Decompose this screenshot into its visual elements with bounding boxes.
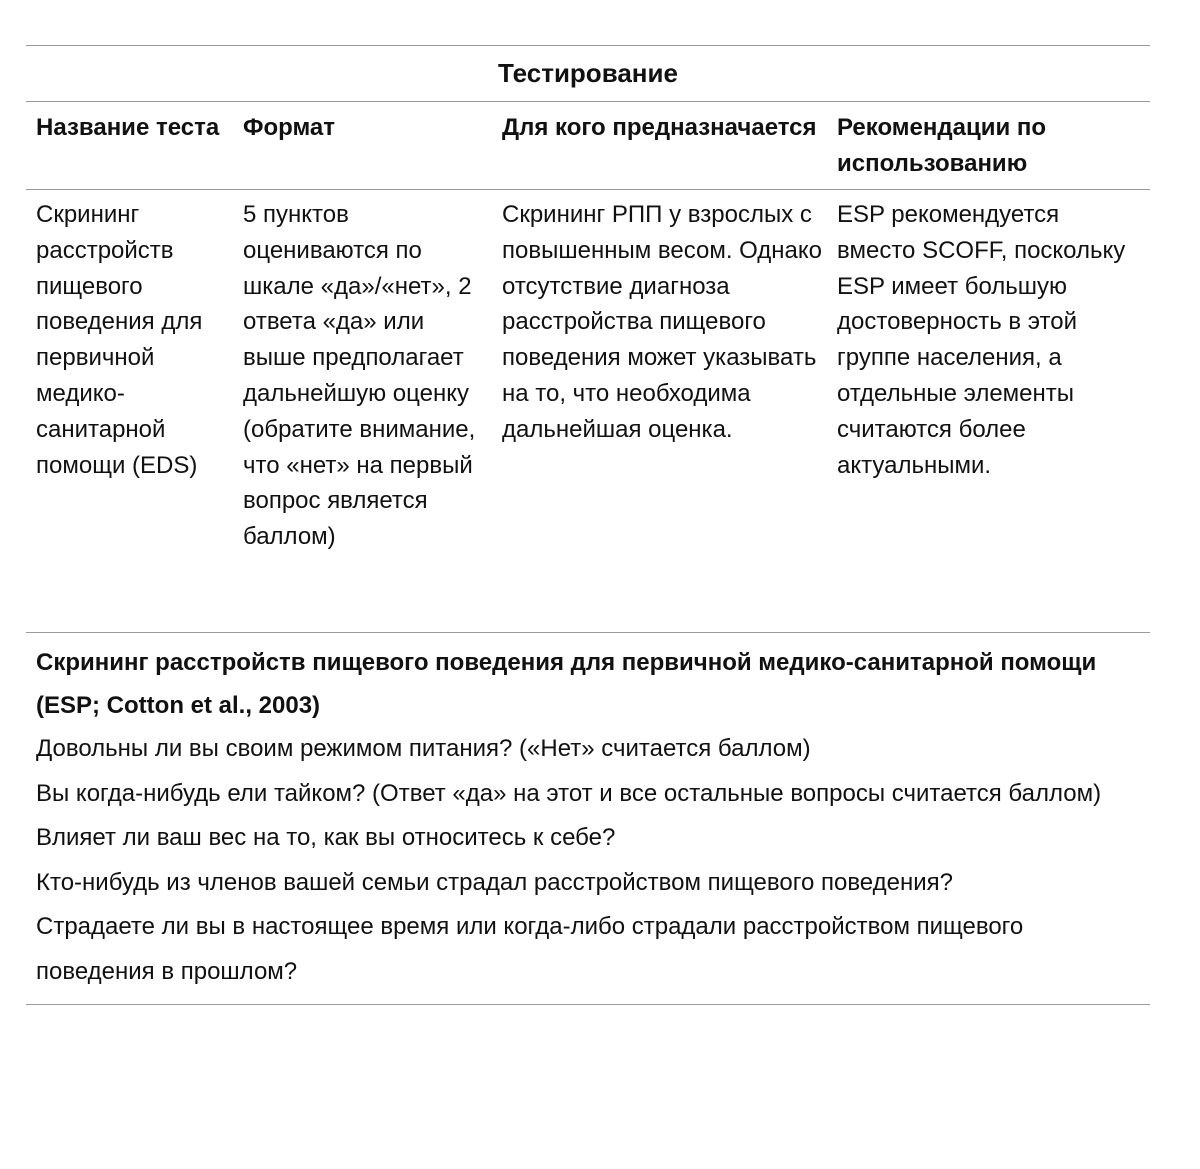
esp-question: Влияет ли ваш вес на то, как вы относитесь к себе?: [36, 824, 616, 851]
esp-question: Довольны ли вы своим режимом питания? («Нет» считается баллом): [36, 735, 811, 762]
header-test-name: Название теста: [36, 114, 220, 141]
table-title: Тестирование: [498, 58, 678, 88]
cell-audience: Скрининг РПП у взрослых с повышенным весом. Однако отсутствие диагноза расстройства пищевого поведения может указывать на то, что необходима дальнейшая оценка.: [502, 201, 823, 443]
esp-question: Вы когда-нибудь ели тайком? (Ответ «да» на этот и все остальные вопросы считается баллом): [36, 779, 1102, 807]
header-format: Формат: [243, 114, 336, 141]
header-audience: Для кого предназначается: [502, 114, 817, 141]
table-row: [26, 190, 1150, 632]
cell-test-name: Скрининг расстройств пищевого поведения для первичной медико-санитарной помощи (EDS): [36, 201, 203, 479]
esp-questionnaire: [26, 633, 1150, 1004]
cell-recommendations: ESP рекомендуется вместо SCOFF, поскольку ESP имеет большую достоверность в этой группе населения, а отдельные элементы считаются более актуальными.: [837, 201, 1126, 479]
screening-table: [26, 45, 1150, 1005]
esp-title: Скрининг расстройств пищевого поведения для первичной медико-санитарной помощи (ESP; Cotton et al., 2003): [36, 649, 1097, 719]
bottom-rule: [26, 1004, 1150, 1005]
cell-format: 5 пунктов оцениваются по шкале «да»/«нет», 2 ответа «да» или выше предполагает дальнейшую оценку (обратите внимание, что «нет» на первый вопрос является баллом): [243, 201, 476, 551]
esp-question: Кто-нибудь из членов вашей семьи страдал расстройством пищевого поведения?: [36, 868, 953, 896]
esp-question: Страдаете ли вы в настоящее время или когда-либо страдали расстройством пищевого поведения в прошлом?: [36, 913, 1024, 985]
header-row: [26, 102, 1150, 189]
header-recommendations: Рекомендации по использованию: [837, 114, 1047, 177]
